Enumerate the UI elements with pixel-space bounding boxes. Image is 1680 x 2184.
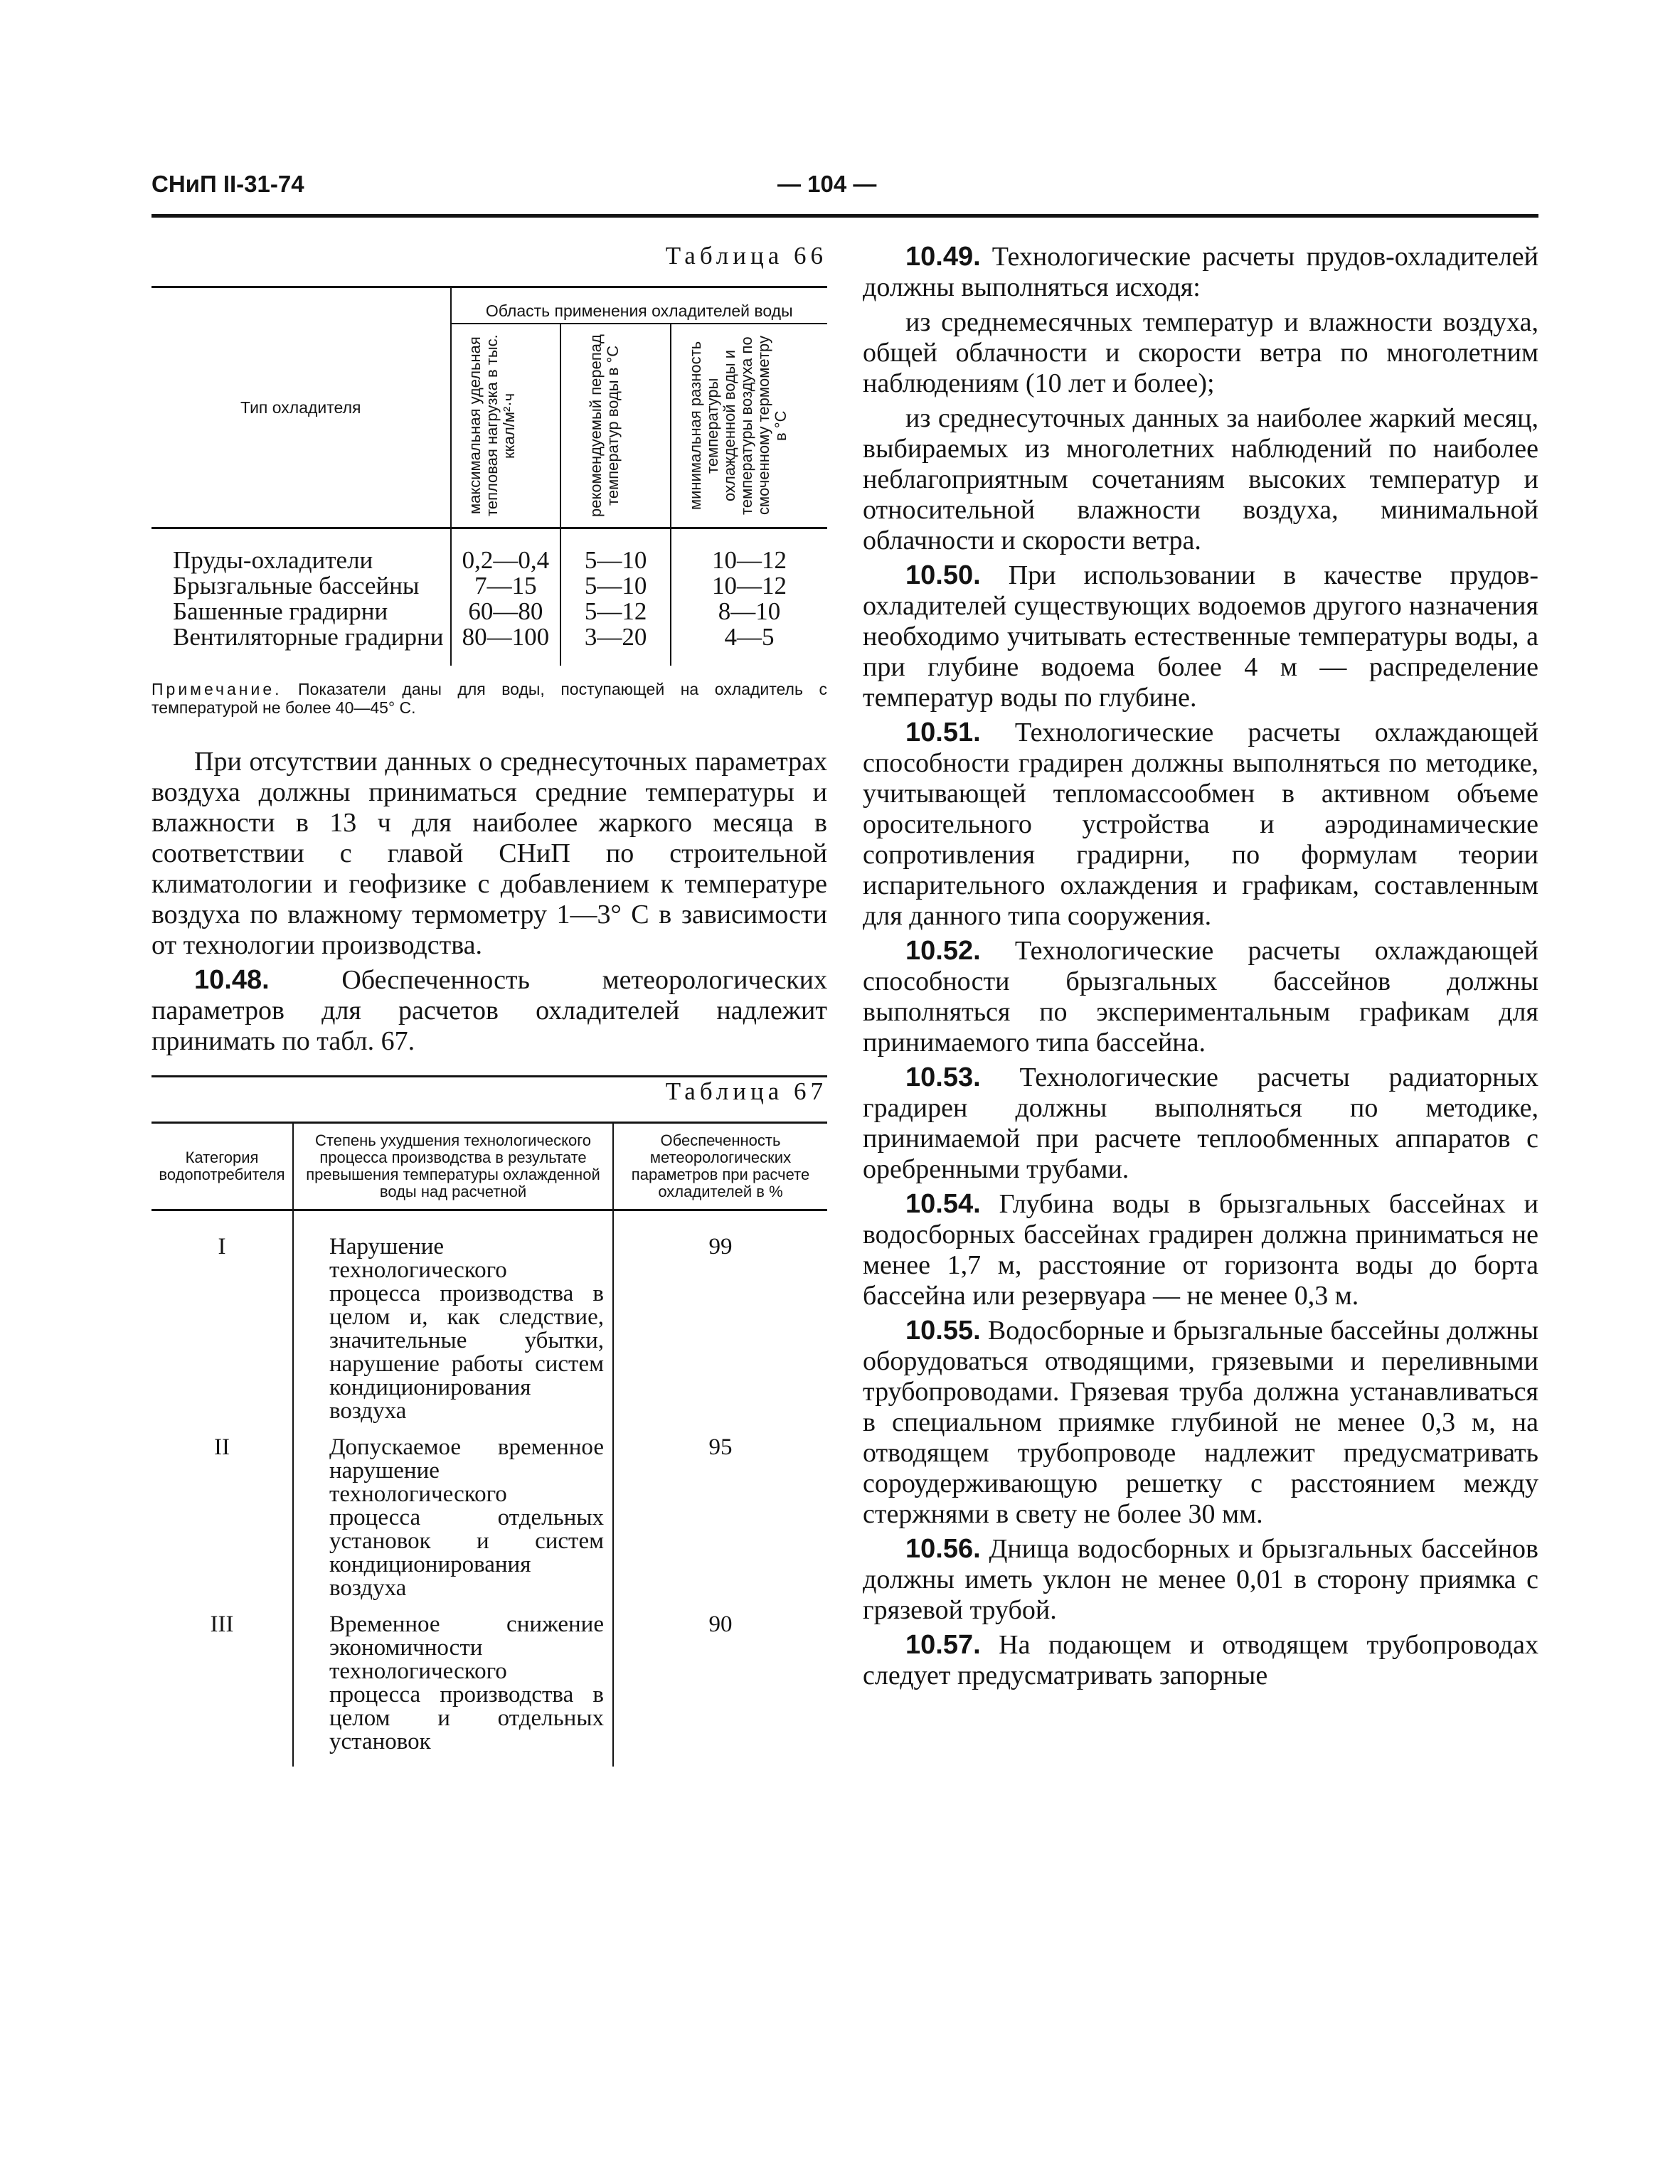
col-header-type: Тип охладителя — [240, 398, 361, 417]
paragraph-10-57: 10.57. На подающем и отводящем трубопроводах следует предусматривать запорные — [863, 1630, 1538, 1690]
note-text: Показатели даны для воды, поступающей на охладитель с температурой не более 40—45° С. — [151, 680, 827, 717]
table-66-note — [151, 680, 827, 717]
table-row: III Временное снижение экономичности технологического процесса производства в целом и отдельных установок 90 — [151, 1613, 827, 1767]
table-row: Брызгальные бассейны 7—15 5—10 10—12 — [151, 573, 827, 599]
col-header-degree: Степень ухудшения технологического процесса производства в результате превышения температуры охлажденной воды над расчетной — [293, 1123, 613, 1210]
paragraph-10-50: 10.50. При использовании в качестве прудов-охладителей существующих водоемов другого назначения необходимо учитывать естественные температуры воды, а при глубине водоема более 4 м — распределение температур воды по глубине. — [863, 560, 1538, 713]
paragraph-no-data: При отсутствии данных о среднесуточных параметрах воздуха должны приниматься средние температуры и влажности в 13 ч для наиболее жаркого месяца в соответствии с главой СНиП по строительной климатологии и геофизике с добавлением к температуре воздуха по влажному термометру 1—3° С в зависимости от технологии производства. — [151, 747, 827, 960]
paragraph-10-53: 10.53. Технологические расчеты радиаторных градирен должны выполняться по методике, принимаемой при расчете теплообменных аппаратов с оребренными трубами. — [863, 1062, 1538, 1184]
col-header-percent: Обеспеченность метеорологических параметров при расчете охладителей в % — [613, 1123, 827, 1210]
table-66-caption: Таблица 66 — [665, 242, 827, 270]
note-label: Примечание. — [151, 680, 282, 698]
paragraph-10-48: 10.48. Обеспеченность метеорологических параметров для расчетов охладителей надлежит принимать по табл. 67. — [151, 965, 827, 1056]
paragraph-10-49-a: из среднемесячных температур и влажности воздуха, общей облачности и скорости ветра по многолетним наблюдениям (10 лет и более); — [863, 307, 1538, 398]
paragraph-10-55: 10.55. Водосборные и брызгальные бассейны должны оборудоваться отводящими, грязевыми и переливными трубопроводами. Грязевая труба должна устанавливаться в специальном приямке глубиной не менее 0,3 м, на отводящем трубопроводе надлежит предусматривать сороудерживающую решетку с расстоянием между стержнями в свету не более 30 мм. — [863, 1316, 1538, 1529]
page-number: — 104 — — [777, 171, 877, 197]
paragraph-10-51: 10.51. Технологические расчеты охлаждающей способности градирен должны выполняться по методике, учитывающей тепломассообмен в активном объеме оросительного устройства и аэродинамические сопротивления градирни, по формулам теории испарительного охлаждения и графикам, составленным для данного типа сооружения. — [863, 718, 1538, 931]
col-header-drop: рекомендуемый перепад температур воды в °С — [560, 324, 671, 528]
paragraph-10-49-b: из среднесуточных данных за наиболее жаркий месяц, выбираемых из многолетних наблюдений по наиболее неблагоприятным сочетаниям высоких температур и относительной влажности воздуха, минимальной облачности и скорости ветра. — [863, 403, 1538, 555]
paragraph-10-52: 10.52. Технологические расчеты охлаждающей способности брызгальных бассейнов должны выполняться по экспериментальным графикам для принимаемого типа бассейна. — [863, 936, 1538, 1058]
paragraph-10-49: 10.49. Технологические расчеты прудов-охладителей должны выполняться исходя: — [863, 242, 1538, 302]
left-column — [151, 242, 827, 1767]
table-67-caption: Таблица 67 — [151, 1075, 827, 1106]
table-67 — [151, 1122, 827, 1767]
table-row: Пруды-охладители 0,2—0,4 5—10 10—12 — [151, 528, 827, 574]
col-header-load: максимальная удельная тепловая нагрузка в тыс. ккал/м²·ч — [451, 324, 561, 528]
paragraph-10-54: 10.54. Глубина воды в брызгальных бассейнах и водосборных бассейнах градирен должна приниматься не менее 1,7 м, расстояние от горизонта воды до борта бассейна или резервуара — не менее 0,3 м. — [863, 1189, 1538, 1311]
right-column — [863, 242, 1538, 1695]
page-header — [151, 171, 1538, 213]
table-row: Башенные градирни 60—80 5—12 8—10 — [151, 599, 827, 624]
col-header-category: Категория водопотребителя — [159, 1149, 285, 1183]
col-header-diff: минимальная разность температуры охлажденной воды и температуры воздуха по смоченному термометру в °С — [671, 324, 827, 528]
table-row: I Нарушение технологического процесса производства в целом и, как следствие, значительные убытки, нарушение работы систем кондиционирования воздуха 99 — [151, 1210, 827, 1437]
table-row: Вентиляторные градирни 80—100 3—20 4—5 — [151, 624, 827, 666]
document-code: СНиП II-31-74 — [151, 171, 304, 197]
table-row: II Допускаемое временное нарушение технологического процесса отдельных установок и систем кондиционирования воздуха 95 — [151, 1436, 827, 1613]
table-66 — [151, 286, 827, 666]
paragraph-10-56: 10.56. Днища водосборных и брызгальных бассейнов должны иметь уклон не менее 0,01 в сторону приямка с грязевой трубой. — [863, 1534, 1538, 1625]
header-rule — [151, 214, 1538, 218]
col-header-group: Область применения охладителей воды — [451, 287, 827, 324]
